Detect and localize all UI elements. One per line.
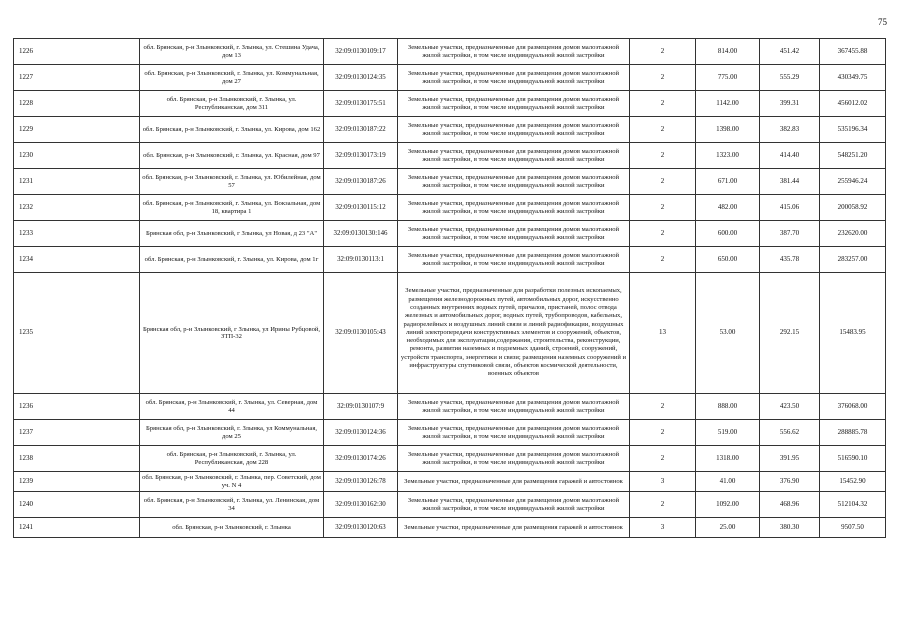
table-row xyxy=(14,169,886,195)
address-cell: обл. Брянская, р-н Злынковский, г. Злынка, ул. Коммунальная, дом 27 xyxy=(140,65,324,91)
specific-value-cell: 399.31 xyxy=(760,91,820,117)
land-use-cell: Земельные участки, предназначенные для размещения домов малоэтажной жилой застройки, в том числе индивидуальной жилой застройки xyxy=(398,143,630,169)
land-use-cell: Земельные участки, предназначенные для размещения домов малоэтажной жилой застройки, в том числе индивидуальной жилой застройки xyxy=(398,117,630,143)
address-cell: обл. Брянская, р-н Злынковский, г. Злынка, ул. Кирова, дом 1г xyxy=(140,247,324,273)
cadastral-number-cell: 32:09:0130187:26 xyxy=(324,169,398,195)
row-number: 1239 xyxy=(14,472,140,492)
specific-value-cell: 380.30 xyxy=(760,518,820,538)
cadastral-number-cell: 32:09:0130162:30 xyxy=(324,492,398,518)
land-use-cell: Земельные участки, предназначенные для размещения домов малоэтажной жилой застройки, в том числе индивидуальной жилой застройки xyxy=(398,446,630,472)
group-cell: 2 xyxy=(630,446,696,472)
area-cell: 650.00 xyxy=(696,247,760,273)
row-number: 1237 xyxy=(14,420,140,446)
address-cell: Брянская обл, р-н Злынковский, г Злынка, ул Ирины Рубцовой, ЗТП-32 xyxy=(140,273,324,394)
page-number: 75 xyxy=(878,17,887,27)
row-number: 1232 xyxy=(14,195,140,221)
cadastral-number-cell: 32:09:0130105:43 xyxy=(324,273,398,394)
table-row xyxy=(14,117,886,143)
row-number: 1234 xyxy=(14,247,140,273)
group-cell: 2 xyxy=(630,195,696,221)
address-cell: обл. Брянская, р-н Злынковский, г. Злынка, ул. Республиканская, дом 311 xyxy=(140,91,324,117)
row-number: 1227 xyxy=(14,65,140,91)
table-row xyxy=(14,420,886,446)
land-use-cell: Земельные участки, предназначенные для размещения гаражей и автостоянок xyxy=(398,472,630,492)
cadastral-number-cell: 32:09:0130107:9 xyxy=(324,394,398,420)
specific-value-cell: 381.44 xyxy=(760,169,820,195)
table-row xyxy=(14,143,886,169)
area-cell: 25.00 xyxy=(696,518,760,538)
group-cell: 13 xyxy=(630,273,696,394)
address-cell: Брянская обл, р-н Злынковский, г Злынка, ул Новая, д 23 "А" xyxy=(140,221,324,247)
address-cell: обл. Брянская, р-н Злынковский, г. Злынка, ул. Кирова, дом 162 xyxy=(140,117,324,143)
specific-value-cell: 391.95 xyxy=(760,446,820,472)
land-use-cell: Земельные участки, предназначенные для размещения домов малоэтажной жилой застройки, в том числе индивидуальной жилой застройки xyxy=(398,195,630,221)
specific-value-cell: 468.96 xyxy=(760,492,820,518)
row-number: 1233 xyxy=(14,221,140,247)
specific-value-cell: 376.90 xyxy=(760,472,820,492)
specific-value-cell: 556.62 xyxy=(760,420,820,446)
table-row xyxy=(14,394,886,420)
cadastral-value-cell: 15483.95 xyxy=(820,273,886,394)
land-use-cell: Земельные участки, предназначенные для размещения домов малоэтажной жилой застройки, в том числе индивидуальной жилой застройки xyxy=(398,247,630,273)
address-cell: обл. Брянская, р-н Злынковский, г. Злынка, ул. Юбилейная, дом 57 xyxy=(140,169,324,195)
cadastral-number-cell: 32:09:0130115:12 xyxy=(324,195,398,221)
land-use-cell: Земельные участки, предназначенные для размещения домов малоэтажной жилой застройки, в том числе индивидуальной жилой застройки xyxy=(398,420,630,446)
table-row xyxy=(14,273,886,394)
area-cell: 1142.00 xyxy=(696,91,760,117)
table-row xyxy=(14,472,886,492)
specific-value-cell: 555.29 xyxy=(760,65,820,91)
row-number: 1231 xyxy=(14,169,140,195)
table-row xyxy=(14,91,886,117)
cadastral-value-cell: 288885.78 xyxy=(820,420,886,446)
area-cell: 600.00 xyxy=(696,221,760,247)
group-cell: 2 xyxy=(630,117,696,143)
table-row xyxy=(14,39,886,65)
table-row xyxy=(14,446,886,472)
land-use-cell: Земельные участки, предназначенные для размещения домов малоэтажной жилой застройки, в том числе индивидуальной жилой застройки xyxy=(398,492,630,518)
area-cell: 888.00 xyxy=(696,394,760,420)
cadastral-value-cell: 9507.50 xyxy=(820,518,886,538)
table-row xyxy=(14,195,886,221)
cadastral-number-cell: 32:09:0130120:63 xyxy=(324,518,398,538)
table-body xyxy=(14,39,886,538)
area-cell: 1318.00 xyxy=(696,446,760,472)
group-cell: 2 xyxy=(630,39,696,65)
row-number: 1240 xyxy=(14,492,140,518)
cadastral-value-cell: 376068.00 xyxy=(820,394,886,420)
specific-value-cell: 292.15 xyxy=(760,273,820,394)
land-use-cell: Земельные участки, предназначенные для размещения домов малоэтажной жилой застройки, в том числе индивидуальной жилой застройки xyxy=(398,91,630,117)
row-number: 1229 xyxy=(14,117,140,143)
address-cell: обл. Брянская, р-н Злынковский, г. Злынка, ул. Стешина Удача, дом 13 xyxy=(140,39,324,65)
table-row xyxy=(14,65,886,91)
land-use-cell: Земельные участки, предназначенные для разработки полезных ископаемых, размещения железнодорожных путей, автомобильных дорог, искусственно созданных внутренних водных путей, причалов, пристаней, полос отвода железных и автомобильных дорог, водных путей, трубопроводов, кабельных, радиорелейных и воздушных линий связи и линий радиофикации, воздушных линий электропередачи конструктивных элементов и сооружений, объектов, необходимых для эксплуатации,содержания, строительства, реконструкции, ремонта, развития наземных и подземных зданий, строений, сооружений, устройств транспорта, энергетики и связи; размещения наземных сооружений и инфраструктуры спутниковой связи, объектов космической деятельности, военных объектов xyxy=(398,273,630,394)
cadastral-value-cell: 15452.90 xyxy=(820,472,886,492)
cadastral-number-cell: 32:09:0130124:36 xyxy=(324,420,398,446)
table-row xyxy=(14,221,886,247)
group-cell: 2 xyxy=(630,420,696,446)
area-cell: 1092.00 xyxy=(696,492,760,518)
row-number: 1236 xyxy=(14,394,140,420)
cadastral-number-cell: 32:09:0130113:1 xyxy=(324,247,398,273)
specific-value-cell: 423.50 xyxy=(760,394,820,420)
row-number: 1228 xyxy=(14,91,140,117)
cadastral-value-cell: 232620.00 xyxy=(820,221,886,247)
cadastral-value-cell: 430349.75 xyxy=(820,65,886,91)
cadastral-value-cell: 255946.24 xyxy=(820,169,886,195)
area-cell: 53.00 xyxy=(696,273,760,394)
table-row xyxy=(14,518,886,538)
row-number: 1230 xyxy=(14,143,140,169)
address-cell: обл. Брянская, р-н Злынковский, г. Злынка, ул. Ленинская, дом 34 xyxy=(140,492,324,518)
land-use-cell: Земельные участки, предназначенные для размещения домов малоэтажной жилой застройки, в том числе индивидуальной жилой застройки xyxy=(398,169,630,195)
group-cell: 2 xyxy=(630,91,696,117)
land-use-cell: Земельные участки, предназначенные для размещения домов малоэтажной жилой застройки, в том числе индивидуальной жилой застройки xyxy=(398,39,630,65)
group-cell: 3 xyxy=(630,472,696,492)
specific-value-cell: 387.70 xyxy=(760,221,820,247)
group-cell: 3 xyxy=(630,518,696,538)
area-cell: 41.00 xyxy=(696,472,760,492)
cadastral-number-cell: 32:09:0130187:22 xyxy=(324,117,398,143)
address-cell: обл. Брянская, р-н Злынковский, г. Злынка, ул. Вокзальная, дом 18, квартира 1 xyxy=(140,195,324,221)
specific-value-cell: 414.40 xyxy=(760,143,820,169)
cadastral-number-cell: 32:09:0130124:35 xyxy=(324,65,398,91)
row-number: 1235 xyxy=(14,273,140,394)
area-cell: 519.00 xyxy=(696,420,760,446)
group-cell: 2 xyxy=(630,169,696,195)
specific-value-cell: 435.78 xyxy=(760,247,820,273)
group-cell: 2 xyxy=(630,143,696,169)
cadastral-value-cell: 548251.20 xyxy=(820,143,886,169)
group-cell: 2 xyxy=(630,221,696,247)
cadastral-number-cell: 32:09:0130175:51 xyxy=(324,91,398,117)
cadastral-number-cell: 32:09:0130174:26 xyxy=(324,446,398,472)
table-row xyxy=(14,247,886,273)
cadastral-value-cell: 535196.34 xyxy=(820,117,886,143)
area-cell: 1323.00 xyxy=(696,143,760,169)
address-cell: обл. Брянская, р-н Злынковский, г. Злынка xyxy=(140,518,324,538)
cadastral-number-cell: 32:09:0130173:19 xyxy=(324,143,398,169)
address-cell: обл. Брянская, р-н Злынковский, г. Злынка, ул. Республиканская, дом 228 xyxy=(140,446,324,472)
address-cell: обл. Брянская, р-н Злынковский, г. Злынка, ул. Красная, дом 97 xyxy=(140,143,324,169)
area-cell: 482.00 xyxy=(696,195,760,221)
cadastral-value-cell: 512104.32 xyxy=(820,492,886,518)
row-number: 1238 xyxy=(14,446,140,472)
area-cell: 814.00 xyxy=(696,39,760,65)
specific-value-cell: 382.83 xyxy=(760,117,820,143)
row-number: 1241 xyxy=(14,518,140,538)
specific-value-cell: 451.42 xyxy=(760,39,820,65)
area-cell: 671.00 xyxy=(696,169,760,195)
land-use-cell: Земельные участки, предназначенные для размещения домов малоэтажной жилой застройки, в том числе индивидуальной жилой застройки xyxy=(398,221,630,247)
address-cell: обл. Брянская, р-н Злынковский, г. Злынка, пер. Советский, дом уч. N 4 xyxy=(140,472,324,492)
cadastral-value-cell: 516590.10 xyxy=(820,446,886,472)
group-cell: 2 xyxy=(630,394,696,420)
group-cell: 2 xyxy=(630,65,696,91)
cadastral-number-cell: 32:09:0130126:78 xyxy=(324,472,398,492)
cadastral-number-cell: 32:09:0130130:146 xyxy=(324,221,398,247)
cadastral-number-cell: 32:09:0130109:17 xyxy=(324,39,398,65)
group-cell: 2 xyxy=(630,247,696,273)
table-row xyxy=(14,492,886,518)
cadastral-value-cell: 283257.00 xyxy=(820,247,886,273)
specific-value-cell: 415.06 xyxy=(760,195,820,221)
address-cell: Брянская обл, р-н Злынковский, г. Злынка, ул Коммунальная, дом 25 xyxy=(140,420,324,446)
land-use-cell: Земельные участки, предназначенные для размещения домов малоэтажной жилой застройки, в том числе индивидуальной жилой застройки xyxy=(398,394,630,420)
area-cell: 775.00 xyxy=(696,65,760,91)
address-cell: обл. Брянская, р-н Злынковский, г. Злынка, ул. Северная, дом 44 xyxy=(140,394,324,420)
cadastral-value-cell: 200058.92 xyxy=(820,195,886,221)
land-use-cell: Земельные участки, предназначенные для размещения гаражей и автостоянок xyxy=(398,518,630,538)
row-number: 1226 xyxy=(14,39,140,65)
cadastral-value-cell: 456012.02 xyxy=(820,91,886,117)
land-use-cell: Земельные участки, предназначенные для размещения домов малоэтажной жилой застройки, в том числе индивидуальной жилой застройки xyxy=(398,65,630,91)
cadastral-value-cell: 367455.88 xyxy=(820,39,886,65)
cadastral-value-table xyxy=(13,38,886,538)
group-cell: 2 xyxy=(630,492,696,518)
area-cell: 1398.00 xyxy=(696,117,760,143)
